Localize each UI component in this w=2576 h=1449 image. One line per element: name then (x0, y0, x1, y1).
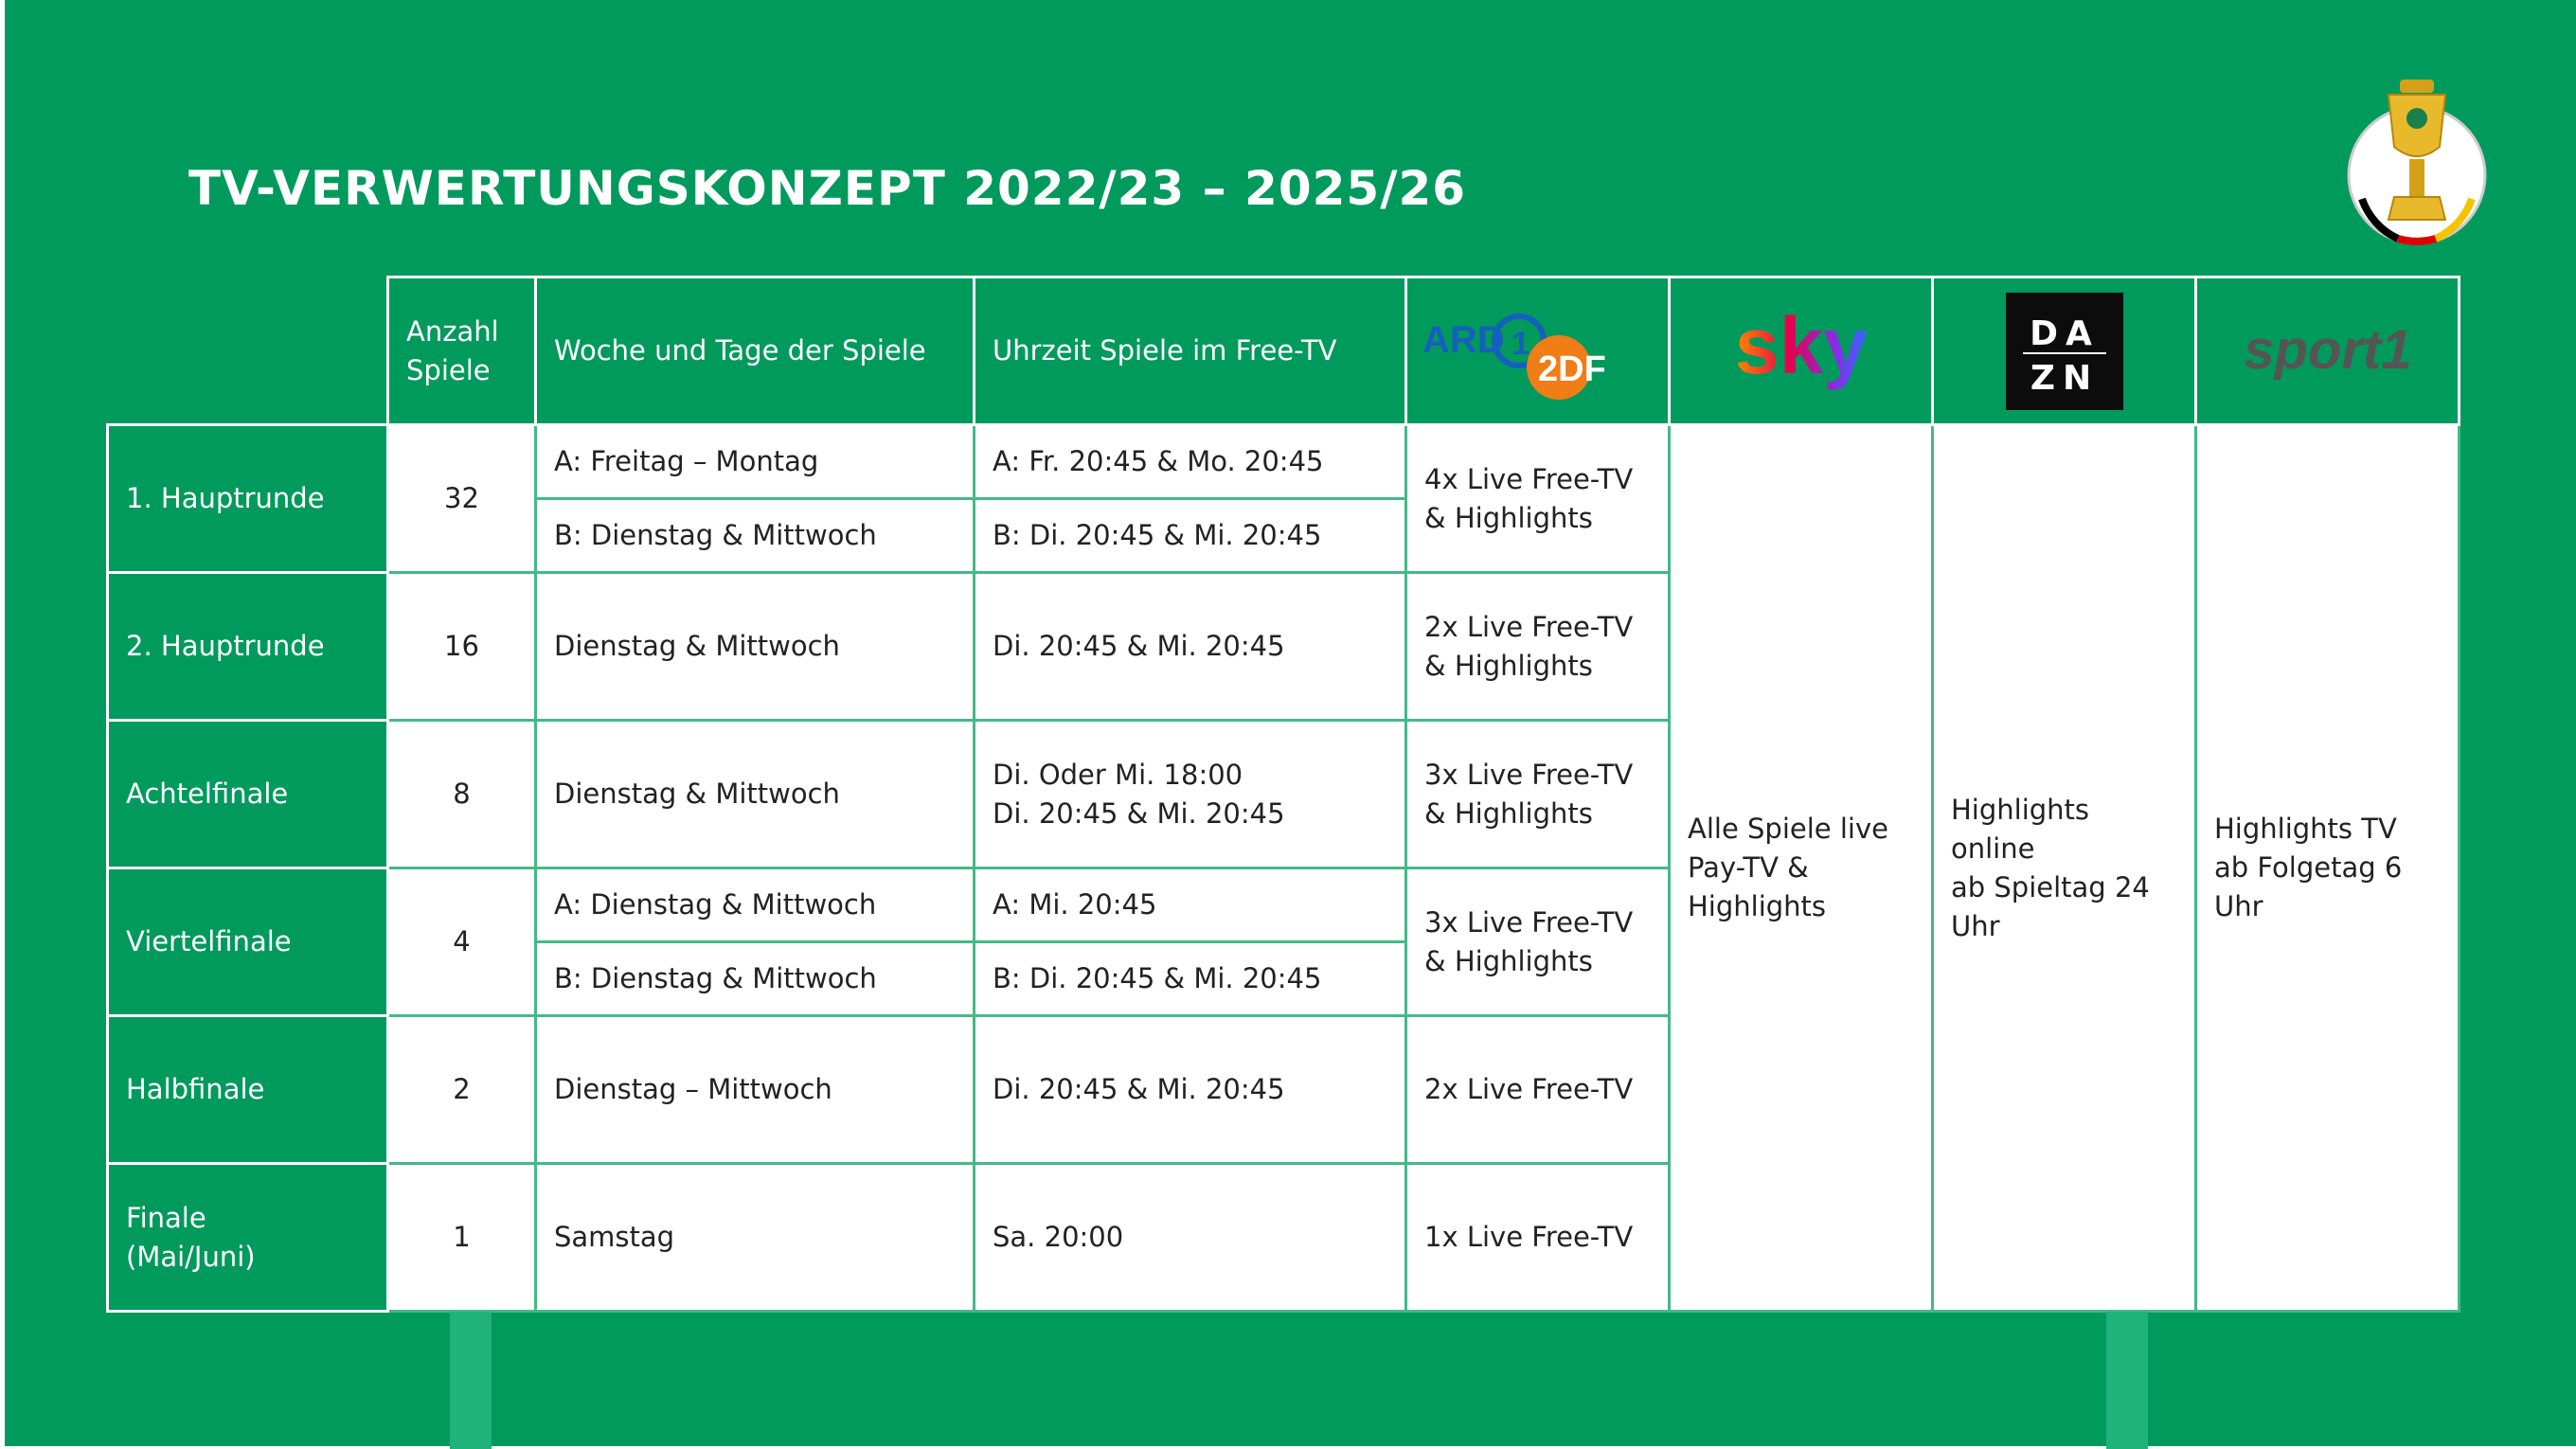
tv-rights-table (106, 276, 2460, 1313)
dazn-logo (1933, 277, 2196, 425)
ard-logo-text: ARD (1422, 318, 1505, 361)
free-tv-coverage: 2x Live Free-TV (1406, 1016, 1670, 1164)
match-days: Dienstag & Mittwoch (536, 573, 975, 721)
table-row (108, 425, 2460, 499)
sky-coverage: Alle Spiele live Pay-TV & Highlights (1670, 425, 1933, 1312)
match-days: Dienstag – Mittwoch (536, 1016, 975, 1164)
header-anzahl-spiele: Anzahl Spiele (388, 277, 536, 425)
match-count: 32 (388, 425, 536, 573)
free-tv-coverage: 1x Live Free-TV (1406, 1164, 1670, 1312)
free-tv-time: Di. 20:45 & Mi. 20:45 (975, 573, 1406, 721)
match-days: B: Dienstag & Mittwoch (536, 499, 975, 573)
match-count: 8 (388, 721, 536, 868)
svg-text:1: 1 (1511, 325, 1530, 362)
slide-title: TV-VERWERTUNGSKONZEPT 2022/23 – 2025/26 (188, 161, 1467, 216)
match-count: 16 (388, 573, 536, 721)
match-count: 4 (388, 868, 536, 1016)
match-count: 1 (388, 1164, 536, 1312)
free-tv-coverage: 4x Live Free-TV & Highlights (1406, 425, 1670, 573)
round-label: Achtelfinale (108, 721, 388, 868)
sport1-coverage: Highlights TV ab Folgetag 6 Uhr (2196, 425, 2460, 1312)
match-days: B: Dienstag & Mittwoch (536, 942, 975, 1016)
header-corner (108, 277, 388, 425)
dfb-pokal-trophy-icon (2341, 76, 2493, 256)
free-tv-time: A: Mi. 20:45 (975, 868, 1406, 942)
dazn-coverage: Highlights online ab Spieltag 24 Uhr (1933, 425, 2196, 1312)
header-row (108, 277, 2460, 425)
free-tv-time: B: Di. 20:45 & Mi. 20:45 (975, 942, 1406, 1016)
round-label: 1. Hauptrunde (108, 425, 388, 573)
zdf-logo-text: 2DF (1537, 349, 1606, 389)
ard-zdf-logo (1406, 277, 1670, 425)
sport1-logo-text: sport1 (2243, 318, 2412, 381)
dazn-logo-top: DA (2029, 313, 2100, 353)
header-uhrzeit: Uhrzeit Spiele im Free-TV (975, 277, 1406, 425)
free-tv-coverage: 3x Live Free-TV & Highlights (1406, 721, 1670, 868)
match-days: A: Freitag – Montag (536, 425, 975, 499)
slide (5, 0, 2576, 1446)
free-tv-coverage: 3x Live Free-TV & Highlights (1406, 868, 1670, 1016)
sky-logo-text: sky (1734, 300, 1868, 390)
free-tv-time: A: Fr. 20:45 & Mo. 20:45 (975, 425, 1406, 499)
dazn-logo-bottom: ZN (2030, 358, 2099, 398)
free-tv-time: B: Di. 20:45 & Mi. 20:45 (975, 499, 1406, 573)
free-tv-time: Di. Oder Mi. 18:00 Di. 20:45 & Mi. 20:45 (975, 721, 1406, 868)
board-stand-left (450, 1312, 492, 1449)
round-label: Viertelfinale (108, 868, 388, 1016)
round-label: Finale (Mai/Juni) (108, 1164, 388, 1312)
sky-logo (1670, 277, 1933, 425)
board-stand-right (2106, 1312, 2148, 1449)
match-days: Samstag (536, 1164, 975, 1312)
header-woche-tage: Woche und Tage der Spiele (536, 277, 975, 425)
sport1-logo (2196, 277, 2460, 425)
match-days: Dienstag & Mittwoch (536, 721, 975, 868)
match-days: A: Dienstag & Mittwoch (536, 868, 975, 942)
round-label: 2. Hauptrunde (108, 573, 388, 721)
free-tv-time: Sa. 20:00 (975, 1164, 1406, 1312)
free-tv-time: Di. 20:45 & Mi. 20:45 (975, 1016, 1406, 1164)
match-count: 2 (388, 1016, 536, 1164)
round-label: Halbfinale (108, 1016, 388, 1164)
free-tv-coverage: 2x Live Free-TV & Highlights (1406, 573, 1670, 721)
